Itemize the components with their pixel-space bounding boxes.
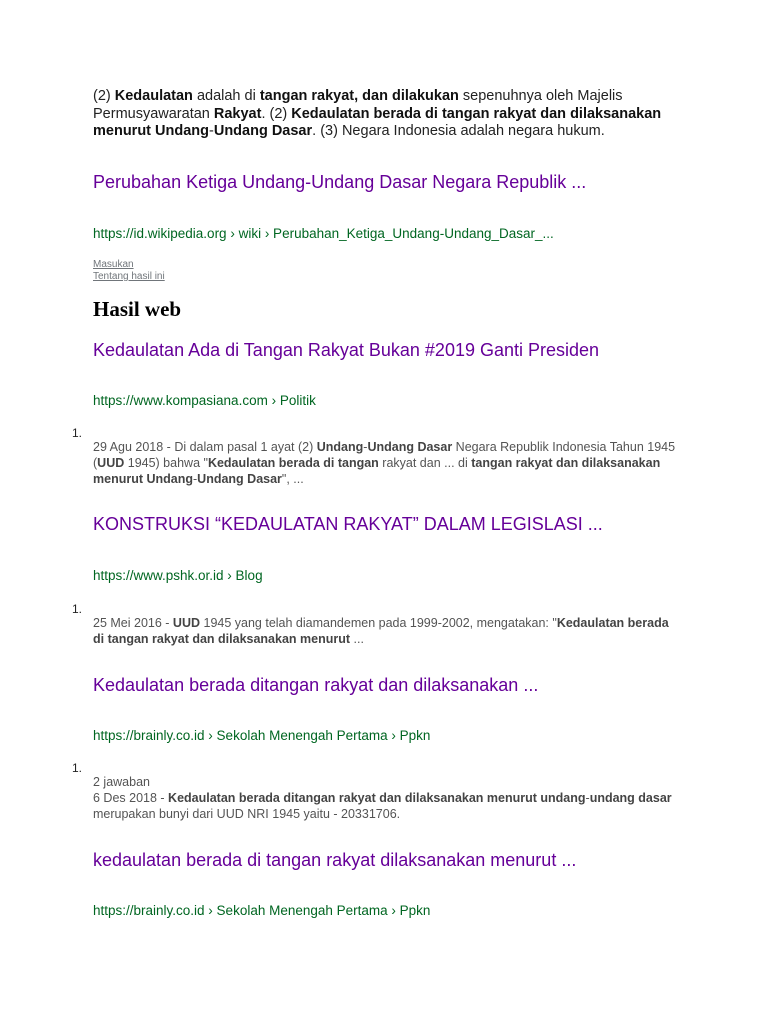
snippet-bold: tangan rakyat, dan dilakukan xyxy=(259,88,459,104)
result-description xyxy=(93,439,683,487)
desc-text: 29 Agu 2018 - Di dalam pasal 1 ayat (2) xyxy=(93,440,317,454)
desc-text: - xyxy=(585,791,590,805)
desc-text: merupakan bunyi dari UUD NRI 1945 yaitu - 20331706. xyxy=(93,807,401,821)
desc-bold: Kedaulatan berada di tangan xyxy=(207,456,379,470)
snippet-text: . (2) xyxy=(261,105,292,122)
desc-text: - xyxy=(193,472,198,486)
desc-text: 1945 yang telah diamandemen pada 1999-2002, mengatakan: " xyxy=(200,616,557,630)
result-title[interactable]: kedaulatan berada di tangan rakyat dilaksanakan menurut ... xyxy=(93,850,577,870)
desc-text: 1945) bahwa " xyxy=(124,456,208,470)
desc-bold: Kedaulatan berada di tangan rakyat dan dilaksanakan menurut xyxy=(93,616,669,646)
desc-text: 6 Des 2018 - xyxy=(93,791,169,805)
snippet-bold: Kedaulatan berada di tangan rakyat dan dilaksanakan menurut Undang xyxy=(93,105,662,139)
result-answer-count: 2 jawaban xyxy=(93,775,150,789)
snippet-text: (2) xyxy=(93,88,115,104)
about-result-link[interactable]: Tentang hasil ini xyxy=(93,271,165,282)
result-description xyxy=(93,790,683,822)
snippet-bold: Kedaulatan xyxy=(114,88,193,104)
result-url[interactable]: https://www.kompasiana.com › Politik xyxy=(93,393,316,408)
desc-text: ... xyxy=(350,632,364,646)
snippet-text: adalah di xyxy=(192,88,260,104)
desc-bold: UUD xyxy=(172,616,201,630)
snippet-text: . (3) Negara Indonesia adalah negara hukum. xyxy=(312,123,605,139)
result-url[interactable]: https://www.pshk.or.id › Blog xyxy=(93,568,263,583)
desc-text: Negara Republik Indonesia Tahun 1945 ( xyxy=(93,440,676,470)
snippet-bold: Undang Dasar xyxy=(213,123,313,139)
desc-bold: Undang xyxy=(316,440,364,454)
featured-result-url[interactable]: https://id.wikipedia.org › wiki › Perubahan_Ketiga_Undang-Undang_Dasar_... xyxy=(93,226,554,241)
desc-bold: Undang Dasar xyxy=(367,440,453,454)
desc-bold: undang dasar xyxy=(589,791,672,805)
desc-bold: Undang Dasar xyxy=(197,472,282,486)
list-number: 1. xyxy=(72,426,83,440)
result-title[interactable]: KONSTRUKSI “KEDAULATAN RAKYAT” DALAM LEGISLASI ... xyxy=(93,514,603,534)
result-description xyxy=(93,615,683,647)
featured-snippet-text xyxy=(93,88,693,141)
desc-bold: tangan rakyat dan dilaksanakan menurut Undang xyxy=(93,456,661,486)
snippet-text: - xyxy=(209,123,214,139)
desc-text: - xyxy=(363,440,368,454)
desc-text: 25 Mei 2016 - xyxy=(93,616,173,630)
desc-bold: Kedaulatan berada ditangan rakyat dan dilaksanakan menurut undang xyxy=(168,791,586,805)
web-results-heading: Hasil web xyxy=(93,297,182,321)
result-title[interactable]: Kedaulatan Ada di Tangan Rakyat Bukan #2019 Ganti Presiden xyxy=(93,340,600,360)
result-title[interactable]: Kedaulatan berada ditangan rakyat dan dilaksanakan ... xyxy=(93,675,539,695)
desc-bold: UUD xyxy=(97,456,125,470)
feedback-link[interactable]: Masukan xyxy=(93,259,134,270)
desc-text: rakyat dan ... di xyxy=(378,456,472,470)
snippet-bold: Rakyat xyxy=(213,105,262,122)
list-number: 1. xyxy=(72,602,83,616)
result-url[interactable]: https://brainly.co.id › Sekolah Menengah Pertama › Ppkn xyxy=(93,728,431,743)
featured-result-title[interactable]: Perubahan Ketiga Undang-Undang Dasar Negara Republik ... xyxy=(93,172,587,192)
snippet-text: sepenuhnya oleh Majelis Permusyawaratan xyxy=(93,88,623,122)
desc-text: ", ... xyxy=(281,472,304,486)
result-url[interactable]: https://brainly.co.id › Sekolah Menengah Pertama › Ppkn xyxy=(93,903,431,918)
list-number: 1. xyxy=(72,761,83,775)
